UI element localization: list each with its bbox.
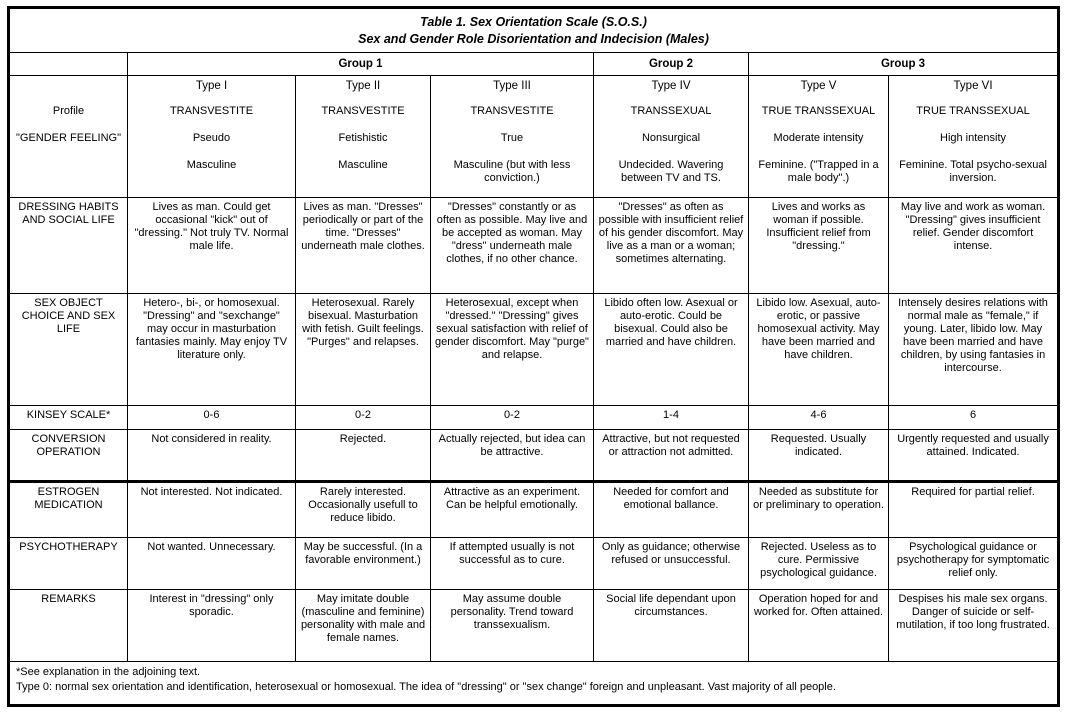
profile-feeling: Masculine (but with less conviction.) <box>453 159 571 184</box>
table-cell: Lives and works as woman if possible. Insufficient relief from "dressing." <box>749 198 889 294</box>
table-cell: 0-2 <box>296 406 431 430</box>
profile-label-line2: "GENDER FEELING" <box>16 132 121 144</box>
table-cell: Rejected. <box>296 430 431 482</box>
table-cell: Operation hoped for and worked for. Often attained. <box>749 590 889 662</box>
profile-subtype: Fetishistic <box>338 132 388 144</box>
table-cell: Rejected. Useless as to cure. Permissive psychological guidance. <box>749 538 889 590</box>
table-cell: "Dresses" as often as possible with insufficient relief of his gender discomfort. May live as a man or a woman; sometimes alternating. <box>594 198 749 294</box>
profile-cell-type6 <box>889 76 1059 198</box>
table-cell: 4-6 <box>749 406 889 430</box>
type2-header: Type II <box>345 80 381 92</box>
table-cell: Attractive, but not requested or attraction not admitted. <box>594 430 749 482</box>
table-cell: If attempted usually is not successful as to cure. <box>431 538 594 590</box>
profile-row-label <box>9 76 128 198</box>
profile-feeling: Undecided. Wavering between TV and TS. <box>618 159 724 184</box>
profile-label-line1: Profile <box>52 105 85 117</box>
profile-name: TRUE TRANSSEXUAL <box>916 105 1030 117</box>
profile-cell-type1 <box>128 76 296 198</box>
profile-name: TRUE TRANSSEXUAL <box>761 105 876 117</box>
table-title-line1: Table 1. Sex Orientation Scale (S.O.S.) <box>420 15 647 29</box>
profile-name: TRANSVESTITE <box>169 105 254 117</box>
type3-header: Type III <box>493 80 531 92</box>
type6-header: Type VI <box>953 80 993 92</box>
profile-feeling: Feminine. ("Trapped in a male body".) <box>758 159 879 184</box>
row-label-psychotherapy: PSYCHOTHERAPY <box>9 538 128 590</box>
table-cell: Attractive as an experiment. Can be helpful emotionally. <box>431 482 594 538</box>
profile-cell-type3 <box>431 76 594 198</box>
profile-subtype: True <box>500 132 524 144</box>
table-cell: Needed as substitute for or preliminary to operation. <box>749 482 889 538</box>
row-label-kinsey-scale: KINSEY SCALE* <box>9 406 128 430</box>
table-cell: 1-4 <box>594 406 749 430</box>
profile-subtype: Pseudo <box>192 132 231 144</box>
table-cell: Requested. Usually indicated. <box>749 430 889 482</box>
table-cell: 6 <box>889 406 1059 430</box>
group2-header: Group 2 <box>594 53 749 76</box>
table-cell: Rarely interested. Occasionally usefull to reduce libido. <box>296 482 431 538</box>
table-cell: 0-6 <box>128 406 296 430</box>
table-cell: 0-2 <box>431 406 594 430</box>
table-cell: Urgently requested and usually attained. Indicated. <box>889 430 1059 482</box>
table-cell: Not wanted. Unnecessary. <box>128 538 296 590</box>
row-label-dressing-habits: DRESSING HABITS AND SOCIAL LIFE <box>9 198 128 294</box>
group1-header: Group 1 <box>128 53 594 76</box>
table-cell: Libido low. Asexual, auto-erotic, or passive homosexual activity. May have been married and have children. <box>749 294 889 406</box>
table-cell: Hetero-, bi-, or homosexual. "Dressing" and "sexchange" may occur in masturbation fantasies mainly. May enjoy TV literature only. <box>128 294 296 406</box>
profile-name: TRANSVESTITE <box>470 105 554 117</box>
table-cell: Only as guidance; otherwise refused or unsuccessful. <box>594 538 749 590</box>
table-title <box>9 8 1059 53</box>
table-cell: Heterosexual. Rarely bisexual. Masturbation with fetish. Guilt feelings. "Purges" and relapses. <box>296 294 431 406</box>
row-label-sex-object-choice: SEX OBJECT CHOICE AND SEX LIFE <box>9 294 128 406</box>
row-label-conversion-operation: CONVERSION OPERATION <box>9 430 128 482</box>
profile-feeling: Masculine <box>338 159 388 171</box>
profile-cell-type4 <box>594 76 749 198</box>
table-cell: Not considered in reality. <box>128 430 296 482</box>
corner-cell <box>9 53 128 76</box>
table-cell: Despises his male sex organs. Danger of suicide or self-mutilation, if too long frustrated. <box>889 590 1059 662</box>
row-label-estrogen-medication: ESTROGEN MEDICATION <box>9 482 128 538</box>
table-cell: May assume double personality. Trend toward transsexualism. <box>431 590 594 662</box>
type5-header: Type V <box>800 80 837 92</box>
table-cell: Social life dependant upon circumstances. <box>594 590 749 662</box>
profile-subtype: Nonsurgical <box>641 132 701 144</box>
table-cell: Libido often low. Asexual or auto-erotic. Could be bisexual. Could also be married and have children. <box>594 294 749 406</box>
table-cell: Heterosexual, except when "dressed." "Dressing" gives sexual satisfaction with relief of gender discomfort. May "purge" and relapse. <box>431 294 594 406</box>
table-cell: Needed for comfort and emotional ballance. <box>594 482 749 538</box>
profile-subtype: Moderate intensity <box>773 132 864 144</box>
profile-subtype: High intensity <box>940 132 1007 144</box>
footnote-line2: Type 0: normal sex orientation and identification, heterosexual or homosexual. The idea of "dressing" or "sex change" foreign and unpleasant. Vast majority of all people. <box>16 681 836 693</box>
type1-header: Type I <box>195 80 228 92</box>
table-cell: Actually rejected, but idea can be attractive. <box>431 430 594 482</box>
profile-label-spacer <box>14 79 123 105</box>
footnotes <box>9 662 1059 706</box>
profile-name: TRANSVESTITE <box>321 105 405 117</box>
profile-feeling: Feminine. Total psycho-sexual inversion. <box>899 159 1047 184</box>
table-cell: Lives as man. Could get occasional "kick" out of "dressing." Not truly TV. Normal male life. <box>128 198 296 294</box>
table-cell: Interest in "dressing" only sporadic. <box>128 590 296 662</box>
type4-header: Type IV <box>651 80 691 92</box>
table-cell: May imitate double (masculine and feminine) personality with male and female names. <box>296 590 431 662</box>
profile-cell-type5 <box>749 76 889 198</box>
table-cell: "Dresses" constantly or as often as possible. May live and be accepted as woman. May "dress" underneath male clothes, if no other chance. <box>431 198 594 294</box>
profile-name: TRANSSEXUAL <box>630 105 712 117</box>
table-cell: Intensely desires relations with normal male as "female," if young. Later, libido low. May have been married and have children, by using fantasies in intercourse. <box>889 294 1059 406</box>
table-cell: Lives as man. "Dresses" periodically or part of the time. "Dresses" underneath male clothes. <box>296 198 431 294</box>
footnote-line1: *See explanation in the adjoining text. <box>16 666 201 678</box>
table-cell: Required for partial relief. <box>889 482 1059 538</box>
sos-table <box>7 6 1060 707</box>
profile-cell-type2 <box>296 76 431 198</box>
row-label-remarks: REMARKS <box>9 590 128 662</box>
table-title-line2: Sex and Gender Role Disorientation and Indecision (Males) <box>358 32 709 46</box>
table-cell: Not interested. Not indicated. <box>128 482 296 538</box>
table-cell: Psychological guidance or psychotherapy for symptomatic relief only. <box>889 538 1059 590</box>
group3-header: Group 3 <box>749 53 1059 76</box>
table-cell: May be successful. (In a favorable environment.) <box>296 538 431 590</box>
profile-feeling: Masculine <box>186 159 237 171</box>
table-cell: May live and work as woman. "Dressing" gives insufficient relief. Gender discomfort intense. <box>889 198 1059 294</box>
